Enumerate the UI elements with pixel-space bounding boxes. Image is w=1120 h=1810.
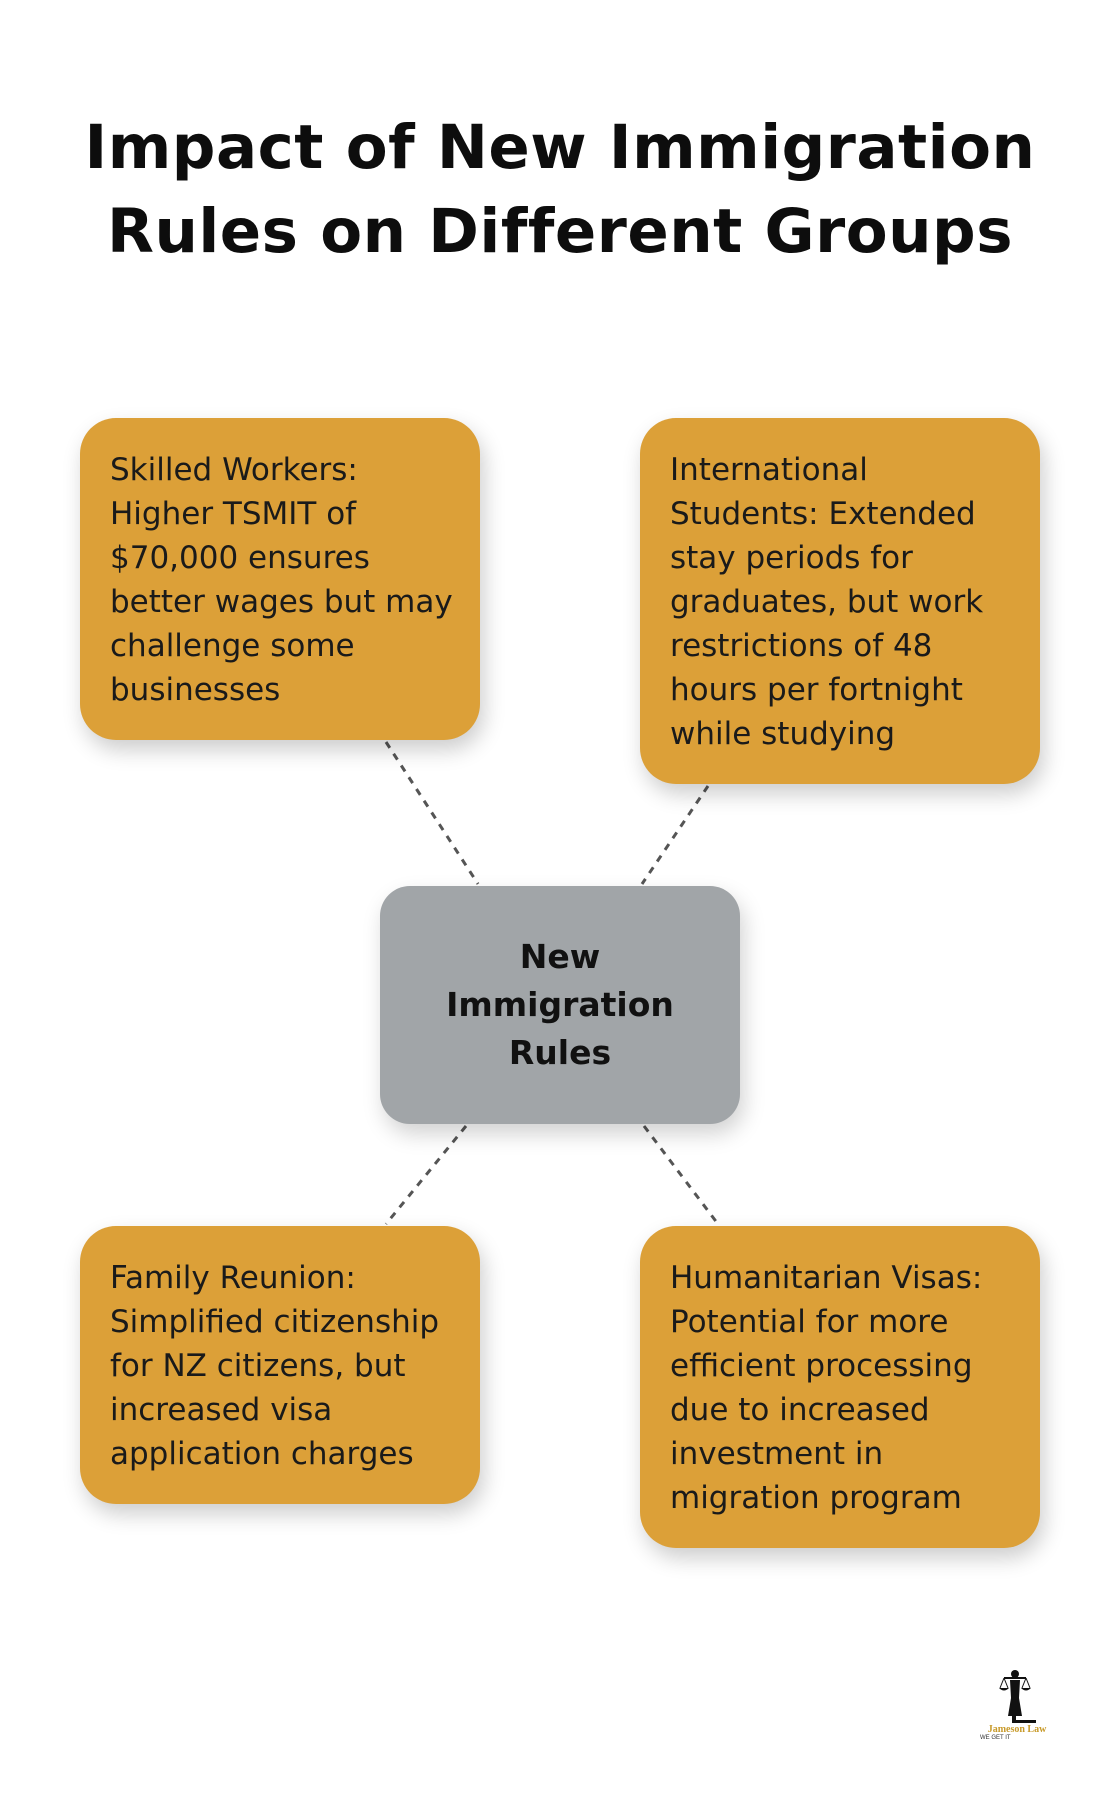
page-title (0, 106, 1120, 274)
connector-humanitarian-visas (644, 1126, 718, 1224)
connector-skilled-workers (386, 742, 478, 884)
center-node (380, 886, 740, 1124)
title-line-2: Rules on Different Groups (106, 196, 1014, 267)
group-text-humanitarian-visas: Humanitarian Visas: Potential for more efficient processing due to increased investment in migration program (670, 1260, 983, 1516)
brand-logo (972, 1668, 1062, 1748)
group-box-family-reunion (80, 1226, 480, 1504)
title-line-1: Impact of New Immigration (84, 112, 1036, 183)
group-text-skilled-workers: Skilled Workers: Higher TSMIT of $70,000 ensures better wages but may challenge some businesses (110, 452, 453, 708)
group-text-international-students: International Students: Extended stay periods for graduates, but work restrictions of 48 hours per fortnight while studying (670, 452, 984, 752)
logo-tagline: WE GET IT (980, 1735, 1011, 1741)
connector-international-students (642, 786, 708, 884)
logo-name: Jameson Law (987, 1724, 1047, 1735)
connector-family-reunion (386, 1126, 466, 1224)
group-box-humanitarian-visas (640, 1226, 1040, 1548)
group-box-skilled-workers (80, 418, 480, 740)
group-box-international-students (640, 418, 1040, 784)
group-text-family-reunion: Family Reunion: Simplified citizenship for NZ citizens, but increased visa application charges (110, 1260, 440, 1472)
lady-justice-icon (996, 1668, 1038, 1724)
center-node-label: New Immigration Rules (446, 937, 674, 1072)
